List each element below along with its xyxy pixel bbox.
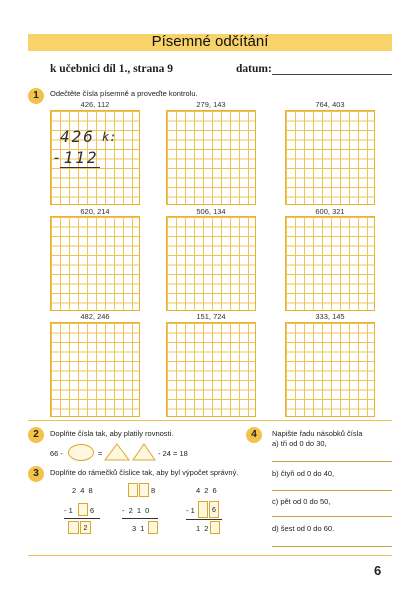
triangle-input[interactable]: [132, 443, 156, 466]
digit-box[interactable]: [139, 483, 149, 497]
calc-grid[interactable]: [50, 322, 140, 417]
sum-line: [186, 519, 222, 520]
puzzle-a-result: 2: [80, 521, 91, 534]
calc-grid[interactable]: [166, 110, 256, 205]
puzzle-c-mid-right: 6: [209, 501, 219, 518]
puzzle-b-top-right: 8: [151, 486, 156, 495]
task4-instruction: Napište řadu násobků čísla: [272, 429, 363, 438]
puzzle-b-result: 3 1: [132, 524, 146, 533]
footer-divider: [28, 555, 392, 556]
digit-box[interactable]: [68, 521, 79, 534]
puzzle-b-mid: - 2 1 0: [122, 506, 151, 515]
puzzle-a-mid-right: 6: [90, 506, 95, 515]
grid-label: 279, 143: [196, 100, 226, 109]
calc-grid[interactable]: [166, 322, 256, 417]
calc-grid[interactable]: [50, 216, 140, 311]
grid-label: 764, 403: [315, 100, 345, 109]
sum-line: [64, 518, 100, 519]
task4-item-d: d) šest od 0 do 60.: [272, 524, 335, 533]
digit-box[interactable]: [198, 501, 208, 518]
grid-label: 333, 145: [315, 312, 345, 321]
grid-label: 151, 724: [196, 312, 226, 321]
answer-line[interactable]: [272, 461, 392, 462]
task2-instruction: Doplňte čísla tak, aby platily rovnosti.: [50, 429, 174, 438]
digit-box[interactable]: [148, 521, 158, 534]
task4-item-a: a) tři od 0 do 30,: [272, 439, 327, 448]
grid-label: 482, 246: [80, 312, 110, 321]
digit-box[interactable]: [210, 521, 220, 534]
calc-grid[interactable]: [285, 216, 375, 311]
digit-box[interactable]: [78, 503, 88, 516]
puzzle-c-top: 4 2 6: [196, 486, 218, 495]
task-number-badge: 3: [28, 466, 44, 482]
handwritten-subtrahend: -112: [52, 148, 99, 167]
answer-line[interactable]: [272, 490, 392, 491]
digit-box[interactable]: [128, 483, 138, 497]
calc-grid[interactable]: [285, 110, 375, 205]
task3-instruction: Doplňte do rámečků číslice tak, aby byl výpočet správný.: [50, 468, 239, 477]
page-number: 6: [374, 563, 382, 578]
section-divider: [28, 420, 392, 421]
equation1-left: 66 -: [50, 449, 63, 458]
page-title: Písemné odčítání: [151, 33, 269, 50]
task-number-badge: 2: [28, 427, 44, 443]
task4-item-b: b) čtyři od 0 do 40,: [272, 469, 335, 478]
grid-label: 506, 134: [196, 207, 226, 216]
task-number-badge: 1: [28, 88, 44, 104]
task1-instruction: Odečtěte čísla písemně a proveďte kontrolu.: [50, 89, 198, 98]
grid-label: 426, 112: [80, 100, 110, 109]
equation1-right: =: [98, 449, 103, 458]
puzzle-a-top: 2 4 8: [72, 486, 94, 495]
puzzle-c-mid-left: - 1: [186, 506, 195, 515]
puzzle-c-result: 1 2: [196, 524, 210, 533]
triangle-input[interactable]: [104, 443, 130, 466]
textbook-reference: k učebnici díl 1., strana 9: [50, 63, 174, 75]
grid-label: 600, 321: [315, 207, 345, 216]
puzzle-a-mid-left: - 1: [64, 506, 73, 515]
answer-line[interactable]: [272, 546, 392, 547]
equation2-right: - 24 = 18: [158, 449, 188, 458]
circle-input[interactable]: [68, 444, 94, 461]
answer-line[interactable]: [272, 516, 392, 517]
calc-grid[interactable]: [166, 216, 256, 311]
handwritten-result-line: [60, 167, 100, 168]
calc-grid[interactable]: [285, 322, 375, 417]
grid-label: 620, 214: [80, 207, 110, 216]
handwritten-minuend: 426: [60, 127, 95, 146]
task-number-badge: 4: [246, 427, 262, 443]
sum-line: [122, 518, 158, 519]
task4-item-c: c) pět od 0 do 50,: [272, 497, 331, 506]
date-label: datum:: [236, 63, 272, 75]
handwritten-k: k:: [102, 130, 117, 144]
date-field-line[interactable]: [272, 74, 392, 75]
